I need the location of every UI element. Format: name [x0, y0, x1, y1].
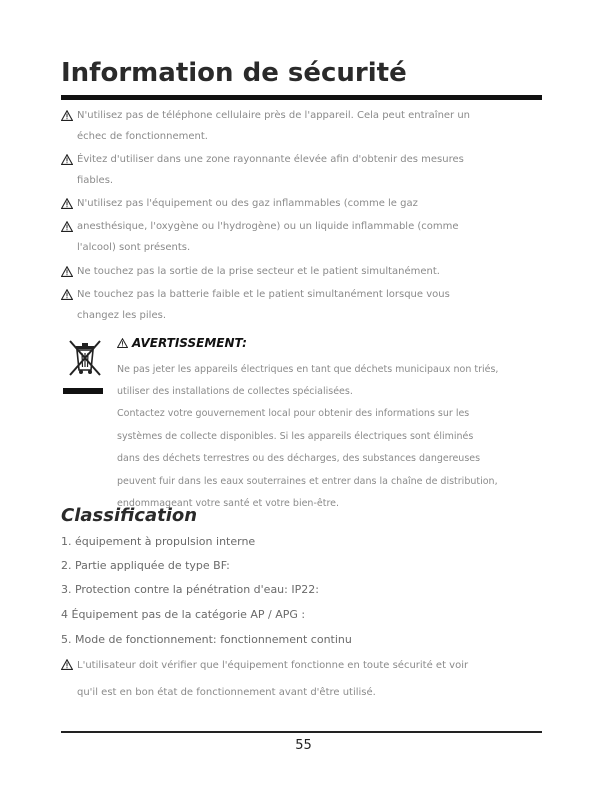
warning-text: N'utilisez pas de téléphone cellulaire près de l'appareil. Cela peut entraîner un	[77, 110, 471, 121]
warning-text: L'utilisateur doit vérifier que l'équipement fonctionne en toute sécurité et voir	[77, 660, 469, 671]
warning-triangle-icon	[61, 154, 73, 165]
warning-triangle-icon	[61, 659, 73, 670]
safety-warning-5	[61, 261, 541, 282]
warning-text: Évitez d'utiliser dans une zone rayonnante élevée afin d'obtenir des mesures	[77, 154, 464, 165]
avertissement-line: Contactez votre gouvernement local pour obtenir des informations sur les	[117, 408, 470, 419]
title-rule	[61, 95, 542, 100]
safety-warning-1	[61, 105, 541, 147]
avertissement-line: peuvent fuir dans les eaux souterraines et entrer dans la chaîne de distribution,	[117, 476, 498, 487]
warning-triangle-icon	[61, 266, 73, 277]
avertissement-line: dans des déchets terrestres ou des décharges, des substances dangereuses	[117, 453, 481, 464]
warning-text: échec de fonctionnement.	[77, 131, 208, 142]
warning-text: l'alcool) sont présents.	[77, 242, 191, 253]
avertissement-line: systèmes de collecte disponibles. Si les appareils électriques sont éliminés	[117, 431, 474, 442]
warning-text: qu'il est en bon état de fonctionnement avant d'être utilisé.	[77, 687, 376, 698]
classification-item: 5. Mode de fonctionnement: fonctionnement continu	[61, 633, 352, 646]
classification-item: 1. équipement à propulsion interne	[61, 535, 256, 548]
warning-text: N'utilisez pas l'équipement ou des gaz inflammables (comme le gaz	[77, 198, 418, 209]
warning-text: fiables.	[77, 175, 114, 186]
weee-bar	[63, 388, 103, 394]
footer-rule	[61, 731, 542, 733]
warning-text: Ne touchez pas la sortie de la prise secteur et le patient simultanément.	[77, 266, 440, 277]
warning-triangle-icon	[61, 289, 73, 300]
warning-text: Ne touchez pas la batterie faible et le patient simultanément lorsque vous	[77, 289, 450, 300]
classification-item: 2. Partie appliquée de type BF:	[61, 559, 230, 572]
page-number: 55	[295, 738, 312, 753]
classification-item: 3. Protection contre la pénétration d'eau: IP22:	[61, 583, 319, 596]
avertissement-line: endommageant votre santé et votre bien-être.	[117, 498, 340, 509]
warning-triangle-icon	[61, 198, 73, 209]
page-title: Information de sécurité	[61, 58, 407, 88]
warning-text: anesthésique, l'oxygène ou l'hydrogène) ou un liquide inflammable (comme	[77, 221, 459, 232]
avertissement-label: AVERTISSEMENT:	[132, 336, 247, 350]
safety-warning-2	[61, 149, 541, 191]
warning-text: changez les piles.	[77, 310, 166, 321]
warning-triangle-icon	[61, 221, 73, 232]
warning-triangle-icon	[61, 110, 73, 121]
classification-item: 4 Équipement pas de la catégorie AP / APG :	[61, 608, 306, 621]
safety-warning-3	[61, 193, 541, 214]
crossed-out-bin-icon	[64, 336, 106, 378]
avertissement-heading	[117, 336, 247, 350]
avertissement-line: utiliser des installations de collectes spécialisées.	[117, 386, 353, 397]
classification-title: Classification	[61, 505, 198, 526]
classification-warning	[61, 652, 541, 706]
avertissement-line: Ne pas jeter les appareils électriques en tant que déchets municipaux non triés,	[117, 364, 499, 375]
warning-triangle-icon	[117, 338, 128, 348]
safety-warning-4	[61, 216, 541, 258]
safety-warning-6	[61, 284, 541, 326]
